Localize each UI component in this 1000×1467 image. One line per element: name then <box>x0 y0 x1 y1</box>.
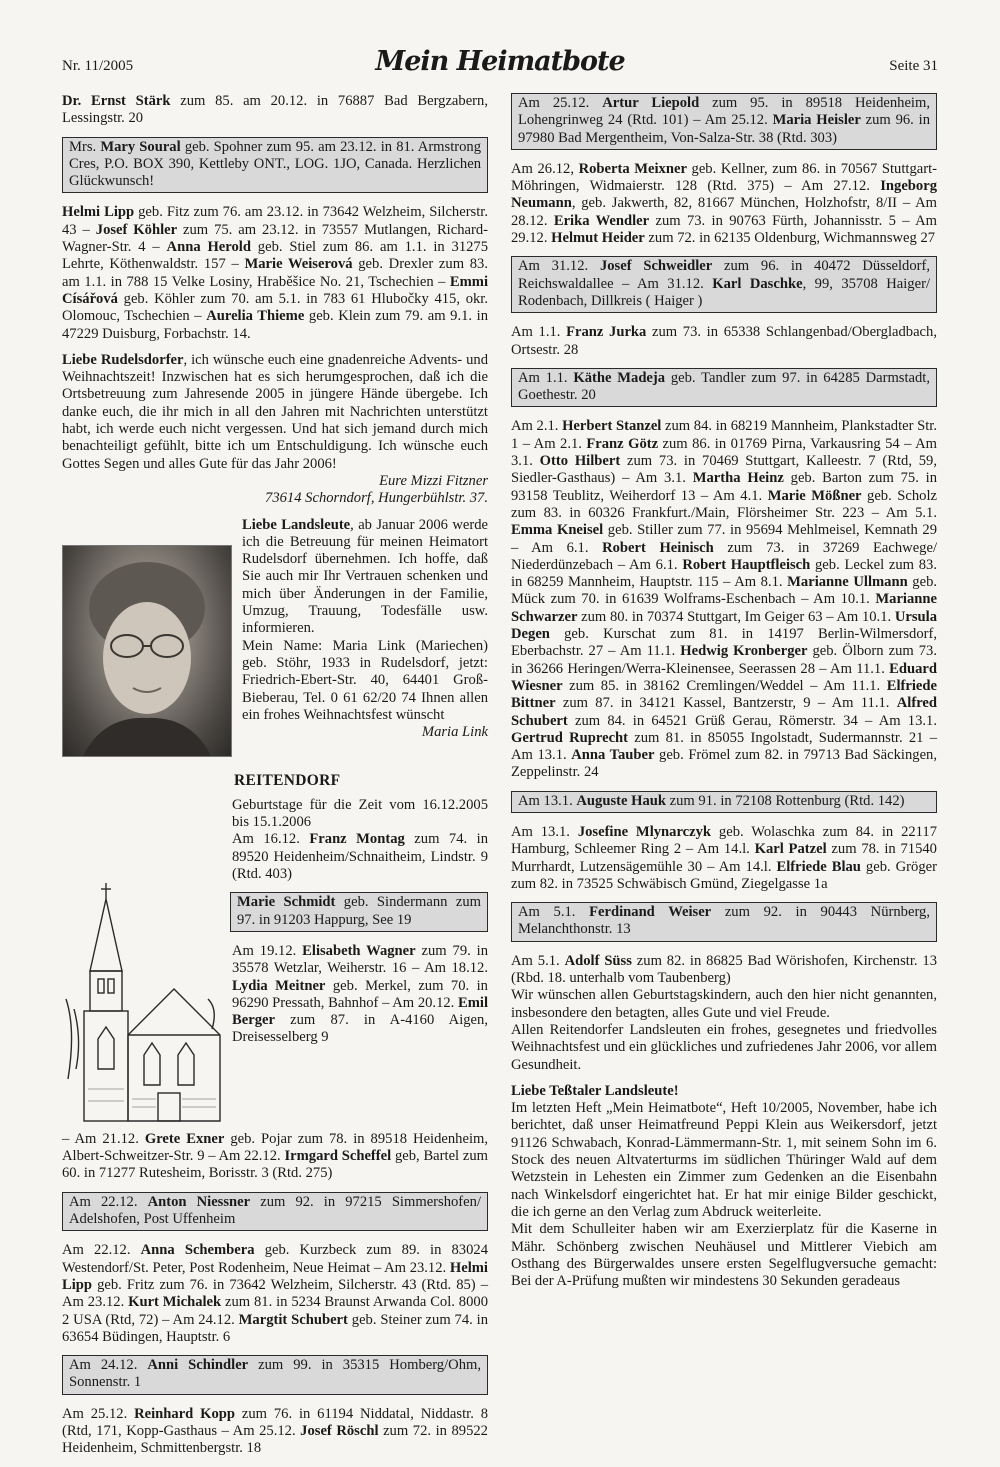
person-name: Emma Kneisel <box>511 522 604 539</box>
entry-text: , geb. Jakwerth, 82, 81667 München, Holzhofstr, 8/II – Am 28.12. <box>511 195 937 229</box>
entry-text: zum 73. in 37269 Eachwege/ Niederdünzebach – Am 6.1. <box>511 539 937 573</box>
entry-text: zum 96. in 97980 Bad Mergentheim, Von-Salza-Str. 38 (Rtd. 303) <box>518 112 930 146</box>
entry-text: zum 81. in 5234 Braunst Arwanda Col. 8000 2 USA (Rtd, 72) – Am 24.12. <box>62 1294 488 1328</box>
issue-number: Nr. 11/2005 <box>62 58 134 74</box>
person-name: Mary Soural <box>100 138 181 155</box>
person-name: Dr. Ernst Stärk <box>62 93 171 109</box>
entry-text: zum 82. in 86825 Bad Wörishofen, Kirchenstr. 13 (Rbd. 18. unterhalb vom Taubenberg) <box>511 952 938 987</box>
person-name: Marie Schmidt <box>237 894 336 911</box>
person-name: Grete Exner <box>144 1130 225 1147</box>
person-name: Anton Niessner <box>147 1193 251 1210</box>
period-note: Geburtstage für die Zeit vom 16.12.2005 bis 15.1.2006 <box>232 796 488 831</box>
person-name: Marianne Ullmann <box>787 574 908 591</box>
person-name: Ferdinand Weiser <box>589 904 712 921</box>
entry-text: geb. Kurschat zum 81. in 14197 Berlin-Wilmersdorf, Eberbachstr. 27 – Am 11.1. <box>511 626 937 660</box>
person-name: Liebe Landsleute <box>242 516 351 533</box>
person-name: Liebe Rudelsdorfer <box>62 351 184 368</box>
left-column <box>62 93 488 1467</box>
entry-text: zum 85. in 38162 Cremlingen/Weddel – Am 11.1. <box>562 677 887 694</box>
person-name: Otto Hilbert <box>539 453 621 470</box>
entry-text: Am 1.1. <box>518 369 574 386</box>
entry-text: Am 13.1. <box>511 823 578 840</box>
highlight-box <box>511 902 937 942</box>
person-name: Maria Heisler <box>772 112 861 129</box>
person-name: Auguste Hauk <box>576 792 666 809</box>
entry-text: geb. Frömel zum 82. in 79713 Bad Säckingen, Zeppelinstr. 24 <box>511 747 938 781</box>
entry-text: zum 92. in 90443 Nürnberg, Melanchthonstr. 13 <box>518 904 930 938</box>
entry-text: zum 81. in 85055 Ingolstadt, Sudermannstr. 21 – Am 13.1. <box>511 729 937 764</box>
entry-text: zum 92. in 97215 Simmershofen/ Adelshofen, Post Uffenheim <box>69 1193 481 1228</box>
person-name: Anna Herold <box>166 239 251 256</box>
entry-text: , ich wünsche euch eine gnadenreiche Advents- und Weihnachtszeit! Inzwischen hat es sich herumgesprochen, daß ich die Ortsbetreuung zum Jahresende 2005 in jüngere Hände übergebe. Ich danke euch, die ihr mich in all den Jahren mit Nachrichten unterstützt habt, ich werde euch nicht vergessen. Und hat sich jemand durch mich benachteiligt gefühlt, bitte ich um Entschuldigung. Ich wünsche euch Gottes Segen und alles Gute für das Jahr 2006! <box>62 351 488 472</box>
person-name: Herbert Stanzel <box>562 418 662 435</box>
entry-text: zum 80. in 70374 Stuttgart, Im Geiger 63 – Am 10.1. <box>577 608 895 625</box>
person-name: Karl Daschke <box>712 275 803 292</box>
person-name: Marie Weiserová <box>244 256 353 273</box>
person-name: Emmi Císářová <box>62 273 488 307</box>
entry-text: zum 79. in 35578 Wetzlar, Weiherstr. 16 – Am 18.12. <box>232 942 489 977</box>
person-name: Erika Wendler <box>553 212 650 229</box>
entry-text: geb. Fritz zum 76. in 73642 Welzheim, Silcherstr. 43 (Rtd. 85) – Am 23.12. <box>62 1276 488 1311</box>
entry-text: geb. Gröger zum 82. in 73525 Schwäbisch Gmünd, Ziegelgasse 1a <box>511 858 937 892</box>
entry-text: zum 95. in 89518 Heidenheim, Lohengrinweg 24 (Rtd. 101) – Am 25.12. <box>518 95 930 129</box>
entry-text: zum 87. in A-4160 Aigen, Dreisesselberg 9 <box>232 1012 488 1046</box>
entry-text: Am 25.12. <box>62 1405 135 1422</box>
person-name: Gertrud Ruprecht <box>511 729 629 746</box>
person-name: Anna Schembera <box>140 1242 255 1259</box>
entry-text: geb. Barton zum 75. in 93158 Teublitz, Weiherdorf 13 – Am 4.1. <box>511 470 937 504</box>
entry-text: Am 26.12, <box>511 160 579 177</box>
entry-text: zum 74. in 89520 Heidenheim/Schnaitheim, Lindstr. 9 (Rtd. 403) <box>232 831 489 883</box>
entry-text: zum 84. in 64521 Grüß Gerau, Römerstr. 34 – Am 13.1. <box>567 712 937 729</box>
entry-text: geb. Steiner zum 74. in 63654 Büdingen, Hauptstr. 6 <box>62 1311 489 1345</box>
portrait-photo <box>62 545 232 757</box>
entry-text: Am 1.1. <box>511 324 567 341</box>
person-name: Josef Köhler <box>95 221 178 238</box>
entry-text: geb. Scholz zum 83. in 60326 Frankfurt./Main, Flörsheimer Str. 223 – Am 5.1. <box>511 487 937 521</box>
person-name: Artur Liepold <box>602 95 700 111</box>
entry-text: zum 76. in 61194 Niddatal, Niddastr. 8 (Rtd, 171, Kopp-Gasthaus – Am 25.12. <box>62 1405 488 1439</box>
person-name: Reinhard Kopp <box>134 1405 236 1422</box>
person-name: Josefine Mlynarczyk <box>577 823 712 840</box>
entry-text: Am 5.1. <box>511 952 565 969</box>
person-name: Emil Berger <box>232 994 488 1029</box>
entry-text: geb. Wolaschka zum 84. in 22117 Hamburg, Schleemer Ring 2 – Am 14.l. <box>511 823 938 858</box>
entry-text: , 99, 35708 Haiger/ Rodenbach, Dillkreis ( Haiger ) <box>518 275 930 309</box>
entry-text: geb. Tandler zum 97. in 64285 Darmstadt, Goethestr. 20 <box>518 369 931 404</box>
birthday-entry <box>62 93 488 128</box>
person-name: Margtit Schubert <box>238 1311 348 1328</box>
entry-text: geb, Bartel zum 60. in 71277 Rutesheim, Borisstr. 3 (Rtd. 275) <box>62 1148 488 1182</box>
entry-text: – Am 21.12. <box>62 1130 145 1147</box>
entry-text: zum 73. in 65338 Schlangenbad/Obergladbach, Ortsestr. 28 <box>511 324 937 358</box>
entry-text: geb. Pojar zum 78. in 89518 Heidenheim, Albert-Schweitzer-Str. 9 – Am 22.12. <box>62 1130 488 1165</box>
entry-text: Am 24.12. <box>69 1357 148 1374</box>
entry-text: Am 22.12. <box>62 1242 141 1259</box>
person-name: Irmgard Scheffel <box>284 1148 392 1165</box>
greeting-paragraph: Wir wünschen allen Geburtstagskindern, auch den hier nicht genannten, insbesondere den betagten, alles Gute und viel Freude. <box>511 987 937 1021</box>
signature-address: 73614 Schorndorf, Hungerbühlstr. 37. <box>265 490 488 507</box>
highlight-box <box>62 1355 488 1395</box>
entry-text: geb. Mück zum 70. in 61639 Wolframs-Eschenbach – Am 10.1. <box>511 574 938 608</box>
person-name: Ursula Degen <box>511 608 937 643</box>
entry-text: geb. Stiller zum 77. in 95694 Mehlmeisel, Kemnath 29 – Am 6.1. <box>511 522 937 556</box>
person-name: Alfred Schubert <box>511 695 937 729</box>
contact-details: Mein Name: Maria Link (Mariechen) geb. Stöhr, 1933 in Rudelsdorf, jetzt: Friedrich-Ebert-Str. 40, 64401 Groß-Bieberau, Tel. 0 61 62/20 74 Ihnen allen ein frohes Weihnachtsfest wünscht <box>242 637 488 723</box>
entry-text: zum 96. in 40472 Düsseldorf, Reichswaldallee – Am 31.12. <box>518 258 931 292</box>
highlight-box <box>511 368 937 408</box>
birthday-list <box>62 1242 488 1346</box>
person-name: Marie Mößner <box>767 487 862 504</box>
entry-text: zum 87. in 34121 Kassel, Bantzerstr, 9 – Am 11.1. <box>555 695 897 712</box>
entry-text: zum 72. in 62135 Oldenburg, Wichmannsweg 27 <box>644 230 936 247</box>
person-name: Robert Hauptfleisch <box>682 556 811 573</box>
entry-text: zum 91. in 72108 Rottenburg (Rtd. 142) <box>666 792 905 809</box>
birthday-entry <box>511 324 937 359</box>
highlight-box <box>511 93 937 150</box>
reitendorf-block <box>62 797 488 1131</box>
person-name: Elfriede Bittner <box>511 677 937 712</box>
entry-text: Am 2.1. <box>511 418 563 435</box>
birthday-entry <box>232 831 488 883</box>
entry-text: zum 73. in 90763 Fürth, Johannisstr. 5 – Am 29.12. <box>511 212 937 247</box>
page-number: Seite 31 <box>889 58 938 74</box>
entry-text: geb. Köhler zum 70. am 5.1. in 783 61 Hlubočky 415, okr. Olomouc, Tschechien – <box>62 290 488 325</box>
person-name: Helmut Heider <box>551 230 645 247</box>
person-name: Adolf Süss <box>564 952 632 969</box>
person-name: Lydia Meitner <box>232 977 326 994</box>
entry-text: zum 75. am 23.12. in 73557 Mutlangen, Richard-Wagner-Str. 4 – <box>62 221 489 256</box>
person-name: Elisabeth Wagner <box>302 942 416 959</box>
entry-text: geb. Klein zum 79. am 9.1. in 47229 Duisburg, Forbachstr. 14. <box>62 308 489 342</box>
entry-text: geb. Stiel zum 86. am 1.1. in 31275 Lehrte, Köthenwaldstr. 157 – <box>62 239 489 273</box>
entry-text: Am 19.12. <box>232 942 303 959</box>
entry-text: geb. Spohner zum 95. am 23.12. in 81. Armstrong Cres, P.O. BOX 390, Kettleby ONT., LOG. 1JO, Canada. Herzlichen Glückwunsch! <box>69 138 482 190</box>
person-name: Anna Tauber <box>571 747 655 764</box>
article-paragraph: Im letzten Heft „Mein Heimatbote“, Heft 10/2005, November, habe ich berichtet, daß unser Heimatfreund Peppi Klein aus Weikersdorf, jetzt 91126 Schwabach, Konrad-Lämmermann-Str. 1, mit seinem Sohn im 6. Stock des neuen Altvaterturms im südlichen Thüringer Wald auf dem Wetzstein in Lehesten ein Zimmer zum Gedenken an die Eisenbahn nach Winkelsdorf eingerichtet hat. Er hat mir einige Bilder geschickt, die ich gerne an den Verlag zum Abdruck weiterleite. <box>511 1100 937 1220</box>
person-name: Hedwig Kronberger <box>680 643 808 660</box>
right-column <box>511 93 937 1290</box>
closing-wishes: Allen Reitendorfer Landsleuten ein frohes, gesegnetes und friedvolles Weihnachtsfest und ein glückliches und zufriedenes Jahr 2006, vor allem Gesundheit. <box>511 1021 937 1073</box>
birthday-entry <box>511 953 937 988</box>
masthead-logo: Mein Heimatbote <box>375 46 625 77</box>
person-name: Eduard Wiesner <box>511 660 937 694</box>
section-heading-reitendorf: REITENDORF <box>234 771 341 789</box>
highlight-box <box>511 791 937 813</box>
entry-text: Am 16.12. <box>232 831 310 848</box>
entry-text: Am 22.12. <box>69 1193 148 1210</box>
person-name: Helmi Lipp <box>62 1259 488 1293</box>
article-paragraph: Mit dem Schulleiter haben wir am Exerzierplatz für die Kaserne in Mähr. Schönberg zwischen Neuhäusel und Mittlerer Viebich am Osthang des Bürgerwaldes unsere ersten Segelflugversuche gemacht: Bei der A-Prüfung mußten wir mindestens 30 Sekunden geradeaus <box>511 1221 937 1290</box>
person-name: Franz Jurka <box>566 324 647 341</box>
entry-text: geb. Ölborn zum 73. in 36266 Heringen/Werra-Kleinensee, Seerassen 28 – Am 11.1. <box>511 643 937 677</box>
entry-text: zum 78. in 71540 Murrhardt, Lutzensägemühle 30 – Am 14.l. <box>511 841 937 875</box>
birthday-list <box>232 943 488 1047</box>
article-heading: Liebe Teßtaler Landsleute! <box>511 1082 679 1099</box>
farewell-letter <box>62 352 488 473</box>
signature-name: Eure Mizzi Fitzner <box>379 472 488 489</box>
entry-text: Am 5.1. <box>518 904 590 921</box>
person-name: Josef Schweidler <box>599 258 713 275</box>
birthday-list <box>62 204 488 342</box>
church-illustration <box>62 879 224 1131</box>
entry-text: zum 72. in 89522 Heidenheim, Schmittenbergstr. 18 <box>62 1422 488 1457</box>
highlight-box <box>511 256 937 313</box>
new-contact-letter <box>242 517 488 638</box>
entry-text: geb. Kellner, zum 86. in 70567 Stuttgart-Möhringen, Widmaierstr. 128 (Rtd. 375) – Am 27.12. <box>511 160 937 195</box>
page-header <box>62 46 938 82</box>
signature-maria-link: Maria Link <box>421 724 488 741</box>
entry-text: Mrs. <box>69 138 101 155</box>
entry-text: geb. Merkel, zum 70. in 96290 Pressath, Bahnhof – Am 20.12. <box>232 977 488 1011</box>
person-name: Franz Götz <box>586 435 659 452</box>
person-name: Martha Heinz <box>692 470 784 487</box>
entry-text: Am 25.12. <box>518 95 603 111</box>
birthday-list <box>62 1406 488 1458</box>
entry-text: zum 85. am 20.12. in 76887 Bad Bergzabern, Lessingstr. 20 <box>62 93 488 127</box>
intro-block <box>62 517 488 757</box>
entry-text: zum 84. in 68219 Mannheim, Plankstadter Str. 1 – Am 2.1. <box>511 418 938 452</box>
person-name: Anni Schindler <box>147 1357 249 1374</box>
person-name: Elfriede Blau <box>776 858 861 875</box>
entry-text: zum 86. in 01769 Pirna, Varkausring 54 – Am 3.1. <box>511 435 937 470</box>
birthday-list <box>511 418 937 781</box>
birthday-list <box>511 161 937 247</box>
person-name: Käthe Madeja <box>573 369 666 386</box>
entry-text: geb. Sindermann zum 97. in 91203 Happurg, See 19 <box>237 894 481 928</box>
entry-text: zum 99. in 35315 Homberg/Ohm, Sonnenstr. 1 <box>69 1357 481 1391</box>
person-name: Josef Röschl <box>300 1422 379 1439</box>
person-name: Helmi Lipp <box>62 204 135 221</box>
person-name: Kurt Michalek <box>128 1294 222 1311</box>
person-name: Ingeborg Neumann <box>511 178 937 212</box>
person-name: Robert Heinisch <box>602 539 714 556</box>
entry-text: , ab Januar 2006 werde ich die Betreuung für meinen Heimatort Rudelsdorf übernehmen. Ich hoffe, daß Sie auch mir Ihr Vertrauen schenken und mich über Änderungen in der Familie, Umzug, Trauung, Todesfälle usw. informieren. <box>242 516 489 637</box>
entry-text: geb. Kurzbeck zum 89. in 83024 Westendorf/St. Peter, Post Rodenheim, Neue Heimat – Am 23.12. <box>62 1242 488 1276</box>
person-name: Aurelia Thieme <box>206 308 305 325</box>
birthday-list <box>511 824 937 893</box>
person-name: Roberta Meixner <box>578 160 687 177</box>
person-name: Franz Montag <box>309 831 405 848</box>
entry-text: geb. Leckel zum 83. in 68259 Mannheim, Hauptstr. 115 – Am 8.1. <box>511 556 937 591</box>
person-name: Marianne Schwarzer <box>511 591 937 625</box>
entry-text: Am 31.12. <box>518 258 600 275</box>
entry-text: zum 73. in 70469 Stuttgart, Kalleestr. 7 (Rtd, 59, Siedler-Gasthaus) – Am 3.1. <box>511 453 937 487</box>
highlight-box <box>62 137 488 194</box>
entry-text: geb. Fitz zum 76. am 23.12. in 73642 Welzheim, Silcherstr. 43 – <box>62 204 488 238</box>
highlight-box <box>230 892 488 932</box>
entry-text: Am 13.1. <box>518 792 577 809</box>
birthday-list <box>62 1131 488 1183</box>
person-name: Karl Patzel <box>754 841 827 858</box>
highlight-box <box>62 1192 488 1232</box>
entry-text: geb. Drexler zum 83. am 1.1. in 788 15 Velke Losiny, Hraběšice No. 21, Tschechien – <box>62 256 488 290</box>
